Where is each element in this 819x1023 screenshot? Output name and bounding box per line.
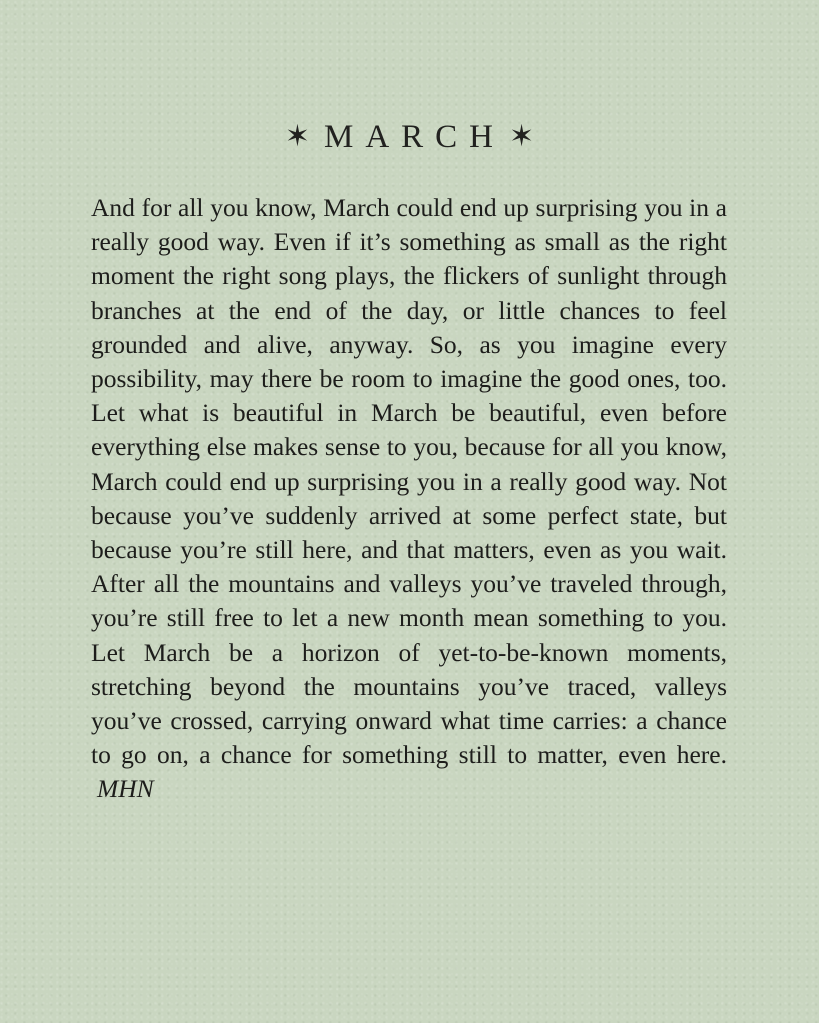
star-right-icon: ✶ bbox=[509, 120, 535, 153]
star-left-icon: ✶ bbox=[284, 120, 310, 153]
page-title bbox=[0, 112, 819, 162]
title-word: MARCH bbox=[323, 119, 506, 155]
author-signature: MHN bbox=[97, 774, 154, 804]
body-paragraph bbox=[91, 191, 727, 807]
body-text: And for all you know, March could end up surprising you in a really good way. Even if it’s something as small as the right moment the right song plays, the flickers of sunlight through branches at the end of the day, or little chances to feel grounded and alive, anyway. So, as you imagine every possibility, may there be room to imagine the good ones, too. Let what is beautiful in March be beautiful, even before everything else makes sense to you, because for all you know, March could end up surprising you in a really good way. Not because you’ve suddenly arrived at some perfect state, but because you’re still here, and that matters, even as you wait. After all the mountains and valleys you’ve traveled through, you’re still free to let a new month mean something to you. Let March be a horizon of yet-to-be-known moments, stretching beyond the mountains you’ve traced, valleys you’ve crossed, carrying onward what time carries: a chance to go on, a chance for something still to matter, even here. bbox=[91, 193, 727, 770]
